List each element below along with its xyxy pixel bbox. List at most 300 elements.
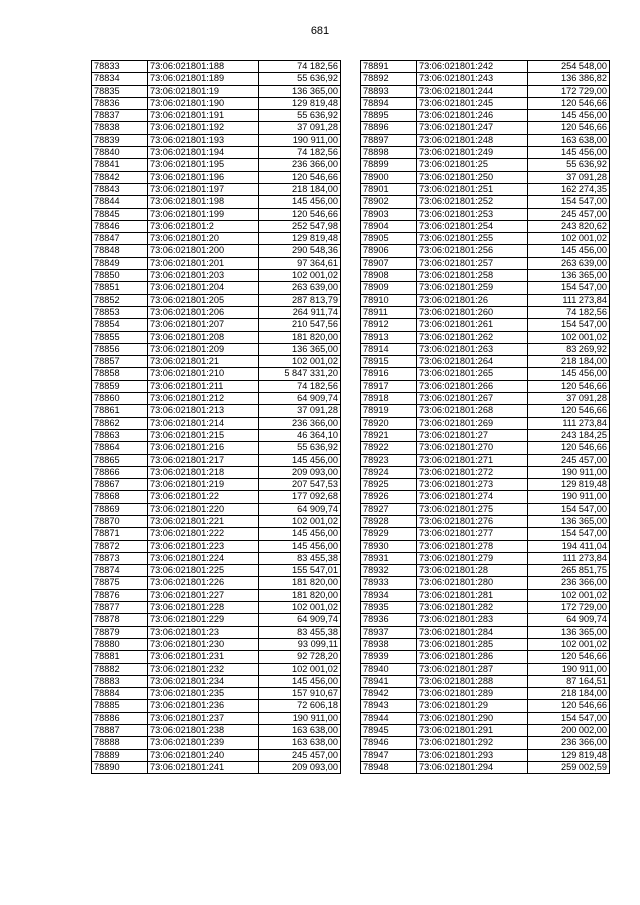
row-number: 78852	[92, 294, 148, 306]
cadastral-number: 73:06:021801:199	[148, 208, 259, 220]
table-row	[92, 122, 341, 134]
cost-value: 37 091,28	[528, 393, 610, 405]
table-row	[92, 270, 341, 282]
cost-value: 145 456,00	[259, 454, 341, 466]
table-row	[92, 171, 341, 183]
table-row	[361, 589, 610, 601]
row-number: 78948	[361, 761, 417, 773]
cadastral-number: 73:06:021801:269	[417, 417, 528, 429]
table-row	[361, 257, 610, 269]
row-number: 78897	[361, 134, 417, 146]
cadastral-number: 73:06:021801:293	[417, 749, 528, 761]
cost-value: 243 184,25	[528, 429, 610, 441]
row-number: 78937	[361, 626, 417, 638]
cost-value: 236 366,00	[528, 737, 610, 749]
cadastral-number: 73:06:021801:260	[417, 306, 528, 318]
cost-value: 120 546,66	[528, 380, 610, 392]
cost-value: 102 001,02	[259, 270, 341, 282]
row-number: 78886	[92, 712, 148, 724]
table-row	[361, 626, 610, 638]
cost-value: 97 364,61	[259, 257, 341, 269]
cadastral-number: 73:06:021801:281	[417, 589, 528, 601]
table-row	[361, 700, 610, 712]
cadastral-number: 73:06:021801:214	[148, 417, 259, 429]
cadastral-number: 73:06:021801:283	[417, 614, 528, 626]
table-row	[92, 638, 341, 650]
table-row	[92, 712, 341, 724]
row-number: 78947	[361, 749, 417, 761]
cadastral-number: 73:06:021801:251	[417, 183, 528, 195]
row-number: 78834	[92, 73, 148, 85]
table-row	[361, 196, 610, 208]
cadastral-number: 73:06:021801:265	[417, 368, 528, 380]
cadastral-number: 73:06:021801:270	[417, 442, 528, 454]
cadastral-number: 73:06:021801:189	[148, 73, 259, 85]
table-row	[92, 196, 341, 208]
cost-value: 190 911,00	[528, 491, 610, 503]
table-row	[92, 651, 341, 663]
cost-value: 210 547,56	[259, 319, 341, 331]
row-number: 78842	[92, 171, 148, 183]
row-number: 78837	[92, 110, 148, 122]
cost-value: 162 274,35	[528, 183, 610, 195]
row-number: 78934	[361, 589, 417, 601]
cadastral-number: 73:06:021801:220	[148, 503, 259, 515]
right-table	[360, 60, 610, 774]
row-number: 78902	[361, 196, 417, 208]
row-number: 78938	[361, 638, 417, 650]
table-row	[92, 700, 341, 712]
table-row	[92, 737, 341, 749]
cost-value: 129 819,48	[528, 479, 610, 491]
table-row	[92, 183, 341, 195]
table-row	[361, 319, 610, 331]
table-row	[361, 122, 610, 134]
table-row	[92, 417, 341, 429]
cadastral-number: 73:06:021801:203	[148, 270, 259, 282]
cost-value: 145 456,00	[259, 528, 341, 540]
cadastral-number: 73:06:021801:286	[417, 651, 528, 663]
cadastral-number: 73:06:021801:272	[417, 466, 528, 478]
row-number: 78875	[92, 577, 148, 589]
cost-value: 136 365,00	[528, 515, 610, 527]
row-number: 78881	[92, 651, 148, 663]
row-number: 78883	[92, 675, 148, 687]
row-number: 78833	[92, 61, 148, 73]
cadastral-number: 73:06:021801:197	[148, 183, 259, 195]
cadastral-number: 73:06:021801:278	[417, 540, 528, 552]
table-row	[361, 356, 610, 368]
table-row	[361, 245, 610, 257]
cadastral-number: 73:06:021801:245	[417, 97, 528, 109]
row-number: 78926	[361, 491, 417, 503]
cost-value: 145 456,00	[528, 245, 610, 257]
row-number: 78874	[92, 565, 148, 577]
table-row	[92, 589, 341, 601]
table-row	[361, 429, 610, 441]
row-number: 78851	[92, 282, 148, 294]
cadastral-number: 73:06:021801:242	[417, 61, 528, 73]
cadastral-number: 73:06:021801:234	[148, 675, 259, 687]
cost-value: 236 366,00	[259, 159, 341, 171]
cadastral-number: 73:06:021801:279	[417, 552, 528, 564]
cadastral-number: 73:06:021801:238	[148, 725, 259, 737]
table-row	[361, 651, 610, 663]
cost-value: 163 638,00	[259, 725, 341, 737]
row-number: 78922	[361, 442, 417, 454]
cadastral-number: 73:06:021801:291	[417, 725, 528, 737]
cost-value: 200 002,00	[528, 725, 610, 737]
cadastral-number: 73:06:021801:263	[417, 343, 528, 355]
row-number: 78899	[361, 159, 417, 171]
cost-value: 245 457,00	[528, 454, 610, 466]
table-row	[361, 552, 610, 564]
cadastral-number: 73:06:021801:215	[148, 429, 259, 441]
cost-value: 154 547,00	[528, 528, 610, 540]
table-row	[361, 515, 610, 527]
cost-value: 37 091,28	[528, 171, 610, 183]
cadastral-number: 73:06:021801:23	[148, 626, 259, 638]
cost-value: 287 813,79	[259, 294, 341, 306]
cost-value: 93 099,11	[259, 638, 341, 650]
cost-value: 136 365,00	[528, 626, 610, 638]
table-row	[361, 110, 610, 122]
table-row	[361, 528, 610, 540]
table-row	[92, 208, 341, 220]
cadastral-number: 73:06:021801:188	[148, 61, 259, 73]
cadastral-number: 73:06:021801:243	[417, 73, 528, 85]
cost-value: 37 091,28	[259, 122, 341, 134]
table-row	[92, 85, 341, 97]
row-number: 78929	[361, 528, 417, 540]
row-number: 78867	[92, 479, 148, 491]
cost-value: 87 164,51	[528, 675, 610, 687]
row-number: 78895	[361, 110, 417, 122]
cost-value: 172 729,00	[528, 85, 610, 97]
cost-value: 136 365,00	[528, 270, 610, 282]
cadastral-number: 73:06:021801:255	[417, 233, 528, 245]
cost-value: 154 547,00	[528, 319, 610, 331]
table-row	[92, 479, 341, 491]
cost-value: 181 820,00	[259, 577, 341, 589]
cost-value: 74 182,56	[259, 147, 341, 159]
row-number: 78931	[361, 552, 417, 564]
row-number: 78848	[92, 245, 148, 257]
cost-value: 136 386,82	[528, 73, 610, 85]
cadastral-number: 73:06:021801:249	[417, 147, 528, 159]
cost-value: 64 909,74	[259, 503, 341, 515]
cadastral-number: 73:06:021801:228	[148, 602, 259, 614]
row-number: 78891	[361, 61, 417, 73]
cadastral-number: 73:06:021801:232	[148, 663, 259, 675]
table-row	[361, 331, 610, 343]
cadastral-number: 73:06:021801:221	[148, 515, 259, 527]
row-number: 78865	[92, 454, 148, 466]
cost-value: 243 820,62	[528, 220, 610, 232]
cost-value: 154 547,00	[528, 712, 610, 724]
table-row	[361, 479, 610, 491]
cost-value: 154 547,00	[528, 196, 610, 208]
table-row	[361, 97, 610, 109]
cadastral-number: 73:06:021801:262	[417, 331, 528, 343]
cadastral-number: 73:06:021801:209	[148, 343, 259, 355]
cost-value: 172 729,00	[528, 602, 610, 614]
row-number: 78918	[361, 393, 417, 405]
row-number: 78859	[92, 380, 148, 392]
cost-value: 218 184,00	[528, 356, 610, 368]
row-number: 78893	[361, 85, 417, 97]
cadastral-number: 73:06:021801:190	[148, 97, 259, 109]
cadastral-number: 73:06:021801:213	[148, 405, 259, 417]
row-number: 78885	[92, 700, 148, 712]
row-number: 78863	[92, 429, 148, 441]
cadastral-number: 73:06:021801:275	[417, 503, 528, 515]
row-number: 78930	[361, 540, 417, 552]
table-row	[92, 552, 341, 564]
cadastral-number: 73:06:021801:208	[148, 331, 259, 343]
row-number: 78894	[361, 97, 417, 109]
cadastral-number: 73:06:021801:282	[417, 602, 528, 614]
cost-value: 259 002,59	[528, 761, 610, 773]
table-row	[92, 331, 341, 343]
row-number: 78856	[92, 343, 148, 355]
row-number: 78910	[361, 294, 417, 306]
row-number: 78928	[361, 515, 417, 527]
cost-value: 55 636,92	[259, 73, 341, 85]
cadastral-number: 73:06:021801:224	[148, 552, 259, 564]
cost-value: 207 547,53	[259, 479, 341, 491]
row-number: 78905	[361, 233, 417, 245]
cost-value: 136 365,00	[259, 343, 341, 355]
cadastral-number: 73:06:021801:191	[148, 110, 259, 122]
row-number: 78923	[361, 454, 417, 466]
cadastral-number: 73:06:021801:28	[417, 565, 528, 577]
cadastral-number: 73:06:021801:192	[148, 122, 259, 134]
cost-value: 120 546,66	[528, 97, 610, 109]
cost-value: 218 184,00	[528, 688, 610, 700]
row-number: 78904	[361, 220, 417, 232]
cadastral-number: 73:06:021801:258	[417, 270, 528, 282]
cost-value: 190 911,00	[528, 663, 610, 675]
table-row	[361, 233, 610, 245]
cadastral-number: 73:06:021801:237	[148, 712, 259, 724]
cadastral-number: 73:06:021801:267	[417, 393, 528, 405]
cost-value: 245 457,00	[528, 208, 610, 220]
cost-value: 83 269,92	[528, 343, 610, 355]
table-row	[361, 73, 610, 85]
row-number: 78943	[361, 700, 417, 712]
row-number: 78924	[361, 466, 417, 478]
row-number: 78868	[92, 491, 148, 503]
table-row	[92, 442, 341, 454]
table-row	[92, 503, 341, 515]
cadastral-number: 73:06:021801:218	[148, 466, 259, 478]
cadastral-number: 73:06:021801:204	[148, 282, 259, 294]
cost-value: 157 910,67	[259, 688, 341, 700]
table-row	[361, 171, 610, 183]
cost-value: 102 001,02	[528, 331, 610, 343]
cost-value: 177 092,68	[259, 491, 341, 503]
row-number: 78920	[361, 417, 417, 429]
cost-value: 155 547,01	[259, 565, 341, 577]
row-number: 78935	[361, 602, 417, 614]
table-row	[361, 282, 610, 294]
row-number: 78942	[361, 688, 417, 700]
row-number: 78869	[92, 503, 148, 515]
cadastral-number: 73:06:021801:231	[148, 651, 259, 663]
cost-value: 145 456,00	[259, 540, 341, 552]
row-number: 78896	[361, 122, 417, 134]
table-row	[361, 725, 610, 737]
table-row	[92, 614, 341, 626]
table-row	[92, 282, 341, 294]
cost-value: 163 638,00	[259, 737, 341, 749]
row-number: 78940	[361, 663, 417, 675]
table-row	[361, 270, 610, 282]
cost-value: 218 184,00	[259, 183, 341, 195]
row-number: 78919	[361, 405, 417, 417]
cost-value: 120 546,66	[259, 208, 341, 220]
table-row	[92, 147, 341, 159]
row-number: 78880	[92, 638, 148, 650]
cadastral-number: 73:06:021801:193	[148, 134, 259, 146]
cadastral-number: 73:06:021801:211	[148, 380, 259, 392]
cadastral-number: 73:06:021801:196	[148, 171, 259, 183]
row-number: 78915	[361, 356, 417, 368]
cadastral-number: 73:06:021801:284	[417, 626, 528, 638]
row-number: 78843	[92, 183, 148, 195]
cost-value: 190 911,00	[259, 134, 341, 146]
cost-value: 129 819,48	[528, 749, 610, 761]
cadastral-number: 73:06:021801:210	[148, 368, 259, 380]
row-number: 78876	[92, 589, 148, 601]
table-row	[92, 134, 341, 146]
table-row	[361, 712, 610, 724]
table-row	[92, 663, 341, 675]
page-number: 681	[310, 25, 330, 37]
row-number: 78846	[92, 220, 148, 232]
cadastral-number: 73:06:021801:271	[417, 454, 528, 466]
row-number: 78872	[92, 540, 148, 552]
table-row	[92, 675, 341, 687]
row-number: 78907	[361, 257, 417, 269]
table-row	[92, 319, 341, 331]
cadastral-number: 73:06:021801:257	[417, 257, 528, 269]
row-number: 78853	[92, 306, 148, 318]
row-number: 78861	[92, 405, 148, 417]
cadastral-number: 73:06:021801:239	[148, 737, 259, 749]
cadastral-number: 73:06:021801:254	[417, 220, 528, 232]
table-row	[361, 663, 610, 675]
cost-value: 111 273,84	[528, 552, 610, 564]
row-number: 78845	[92, 208, 148, 220]
cadastral-number: 73:06:021801:198	[148, 196, 259, 208]
row-number: 78879	[92, 626, 148, 638]
row-number: 78870	[92, 515, 148, 527]
table-row	[361, 454, 610, 466]
table-row	[92, 565, 341, 577]
table-row	[92, 626, 341, 638]
cadastral-number: 73:06:021801:216	[148, 442, 259, 454]
row-number: 78916	[361, 368, 417, 380]
table-row	[361, 306, 610, 318]
table-row	[92, 245, 341, 257]
cadastral-number: 73:06:021801:225	[148, 565, 259, 577]
cost-value: 102 001,02	[259, 356, 341, 368]
row-number: 78884	[92, 688, 148, 700]
cadastral-number: 73:06:021801:264	[417, 356, 528, 368]
cost-value: 154 547,00	[528, 503, 610, 515]
row-number: 78892	[361, 73, 417, 85]
cost-value: 64 909,74	[528, 614, 610, 626]
row-number: 78946	[361, 737, 417, 749]
table-row	[361, 761, 610, 773]
table-row	[361, 380, 610, 392]
table-row	[92, 356, 341, 368]
cadastral-number: 73:06:021801:290	[417, 712, 528, 724]
row-number: 78839	[92, 134, 148, 146]
row-number: 78933	[361, 577, 417, 589]
cost-value: 236 366,00	[259, 417, 341, 429]
table-row	[361, 749, 610, 761]
cost-value: 102 001,02	[259, 515, 341, 527]
cadastral-number: 73:06:021801:277	[417, 528, 528, 540]
cost-value: 190 911,00	[259, 712, 341, 724]
table-row	[361, 405, 610, 417]
row-number: 78900	[361, 171, 417, 183]
cadastral-number: 73:06:021801:223	[148, 540, 259, 552]
cost-value: 55 636,92	[528, 159, 610, 171]
cost-value: 102 001,02	[528, 638, 610, 650]
row-number: 78887	[92, 725, 148, 737]
cost-value: 145 456,00	[259, 675, 341, 687]
row-number: 78838	[92, 122, 148, 134]
cost-value: 74 182,56	[528, 306, 610, 318]
cost-value: 194 411,04	[528, 540, 610, 552]
table-row	[361, 147, 610, 159]
row-number: 78945	[361, 725, 417, 737]
cost-value: 245 457,00	[259, 749, 341, 761]
row-number: 78890	[92, 761, 148, 773]
table-row	[361, 577, 610, 589]
row-number: 78906	[361, 245, 417, 257]
cadastral-number: 73:06:021801:273	[417, 479, 528, 491]
table-row	[92, 540, 341, 552]
cadastral-number: 73:06:021801:222	[148, 528, 259, 540]
table-row	[361, 540, 610, 552]
cadastral-number: 73:06:021801:21	[148, 356, 259, 368]
cost-value: 209 093,00	[259, 761, 341, 773]
cost-value: 145 456,00	[528, 147, 610, 159]
cost-value: 181 820,00	[259, 589, 341, 601]
cost-value: 74 182,56	[259, 61, 341, 73]
cost-value: 129 819,48	[259, 233, 341, 245]
cadastral-number: 73:06:021801:247	[417, 122, 528, 134]
row-number: 78909	[361, 282, 417, 294]
cadastral-number: 73:06:021801:27	[417, 429, 528, 441]
table-row	[361, 442, 610, 454]
row-number: 78903	[361, 208, 417, 220]
cadastral-number: 73:06:021801:292	[417, 737, 528, 749]
cost-value: 120 546,66	[528, 122, 610, 134]
row-number: 78936	[361, 614, 417, 626]
cost-value: 181 820,00	[259, 331, 341, 343]
row-number: 78914	[361, 343, 417, 355]
cadastral-number: 73:06:021801:248	[417, 134, 528, 146]
cost-value: 265 851,75	[528, 565, 610, 577]
cost-value: 129 819,48	[259, 97, 341, 109]
table-row	[361, 503, 610, 515]
